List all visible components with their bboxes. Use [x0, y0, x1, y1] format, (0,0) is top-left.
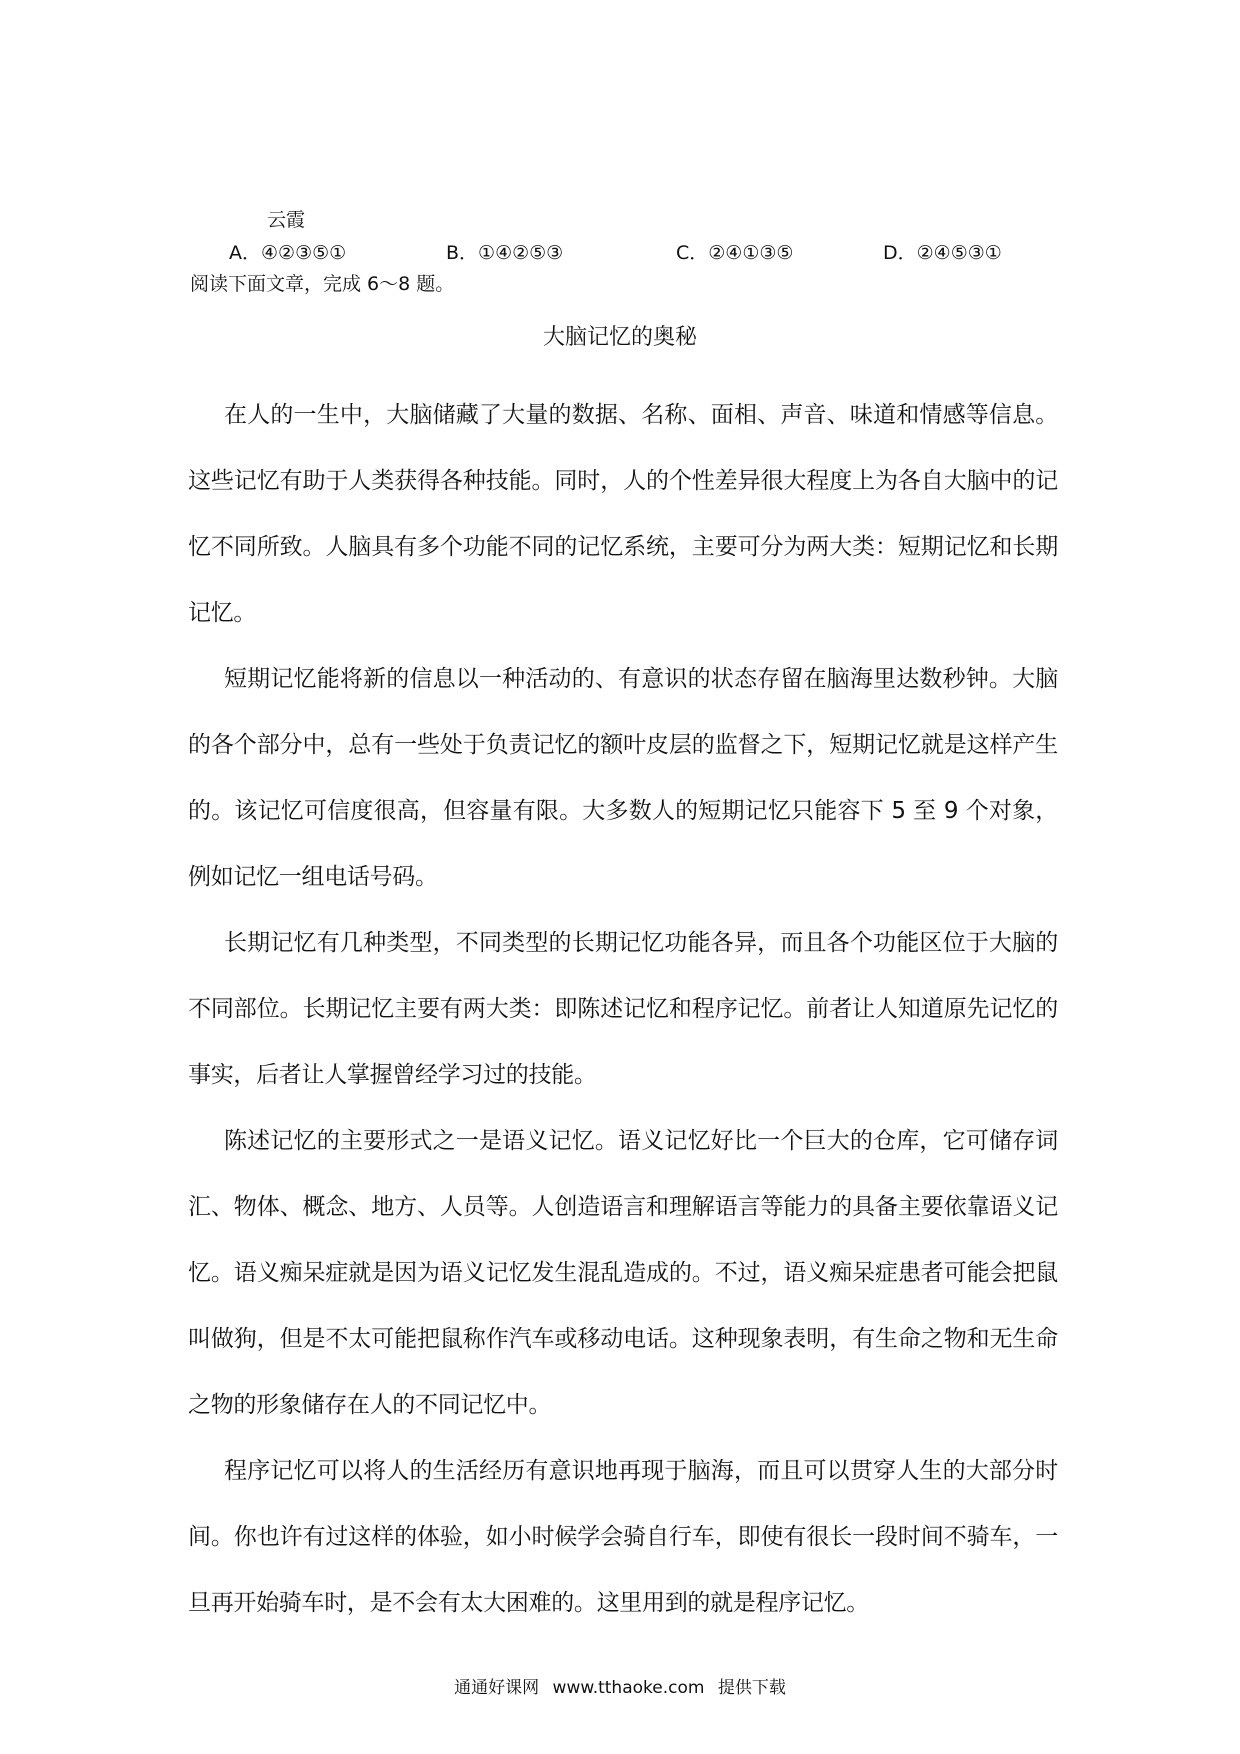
article-paragraph-4: 陈述记忆的主要形式之一是语义记忆。语义记忆好比一个巨大的仓库，它可储存词汇、物体、概念、地方、人员等。人创造语言和理解语言等能力的具备主要依靠语义记忆。语义痴呆症就是因为语义记忆发生混乱造成的。不过，语义痴呆症患者可能会把鼠叫做狗，但是不太可能把鼠称作汽车或移动电话。这种现象表明，有生命之物和无生命之物的形象储存在人的不同记忆中。	[188, 1128, 1058, 1418]
option-b: B．①④②⑤③	[446, 242, 564, 264]
footer-note: 提供下载	[717, 1678, 786, 1698]
option-d: D．②④⑤③①	[883, 242, 1002, 264]
article-title: 大脑记忆的奥秘	[542, 325, 697, 350]
article-paragraph-1: 在人的一生中，大脑储藏了大量的数据、名称、面相、声音、味道和情感等信息。这些记忆有助于人类获得各种技能。同时，人的个性差异很大程度上为各自大脑中的记忆不同所致。人脑具有多个功能不同的记忆系统，主要可分为两大类：短期记忆和长期记忆。	[188, 402, 1058, 626]
page-footer	[0, 1677, 1240, 1699]
article-paragraph-3: 长期记忆有几种类型，不同类型的长期记忆功能各异，而且各个功能区位于大脑的不同部位。长期记忆主要有两大类：即陈述记忆和程序记忆。前者让人知道原先记忆的事实，后者让人掌握曾经学习过的技能。	[188, 930, 1058, 1088]
footer-site-name: 通通好课网	[454, 1678, 540, 1698]
option-a: A．④②③⑤①	[229, 242, 347, 264]
previous-question-tail: 云霞	[267, 209, 306, 231]
option-c: C．②④①③⑤	[676, 242, 794, 264]
article-paragraph-2: 短期记忆能将新的信息以一种活动的、有意识的状态存留在脑海里达数秒钟。大脑的各个部分中，总有一些处于负责记忆的额叶皮层的监督之下，短期记忆就是这样产生的。该记忆可信度很高，但容量有限。大多数人的短期记忆只能容下 5 至 9 个对象，例如记忆一组电话号码。	[188, 666, 1058, 890]
article-paragraph-5: 程序记忆可以将人的生活经历有意识地再现于脑海，而且可以贯穿人生的大部分时间。你也许有过这样的体验，如小时候学会骑自行车，即使有很长一段时间不骑车，一旦再开始骑车时，是不会有太大困难的。这里用到的就是程序记忆。	[188, 1458, 1058, 1616]
article-body	[188, 382, 1058, 1636]
reading-instruction: 阅读下面文章，完成 6～8 题。	[190, 273, 455, 295]
footer-url-link[interactable]: www.tthaoke.com	[552, 1678, 705, 1698]
